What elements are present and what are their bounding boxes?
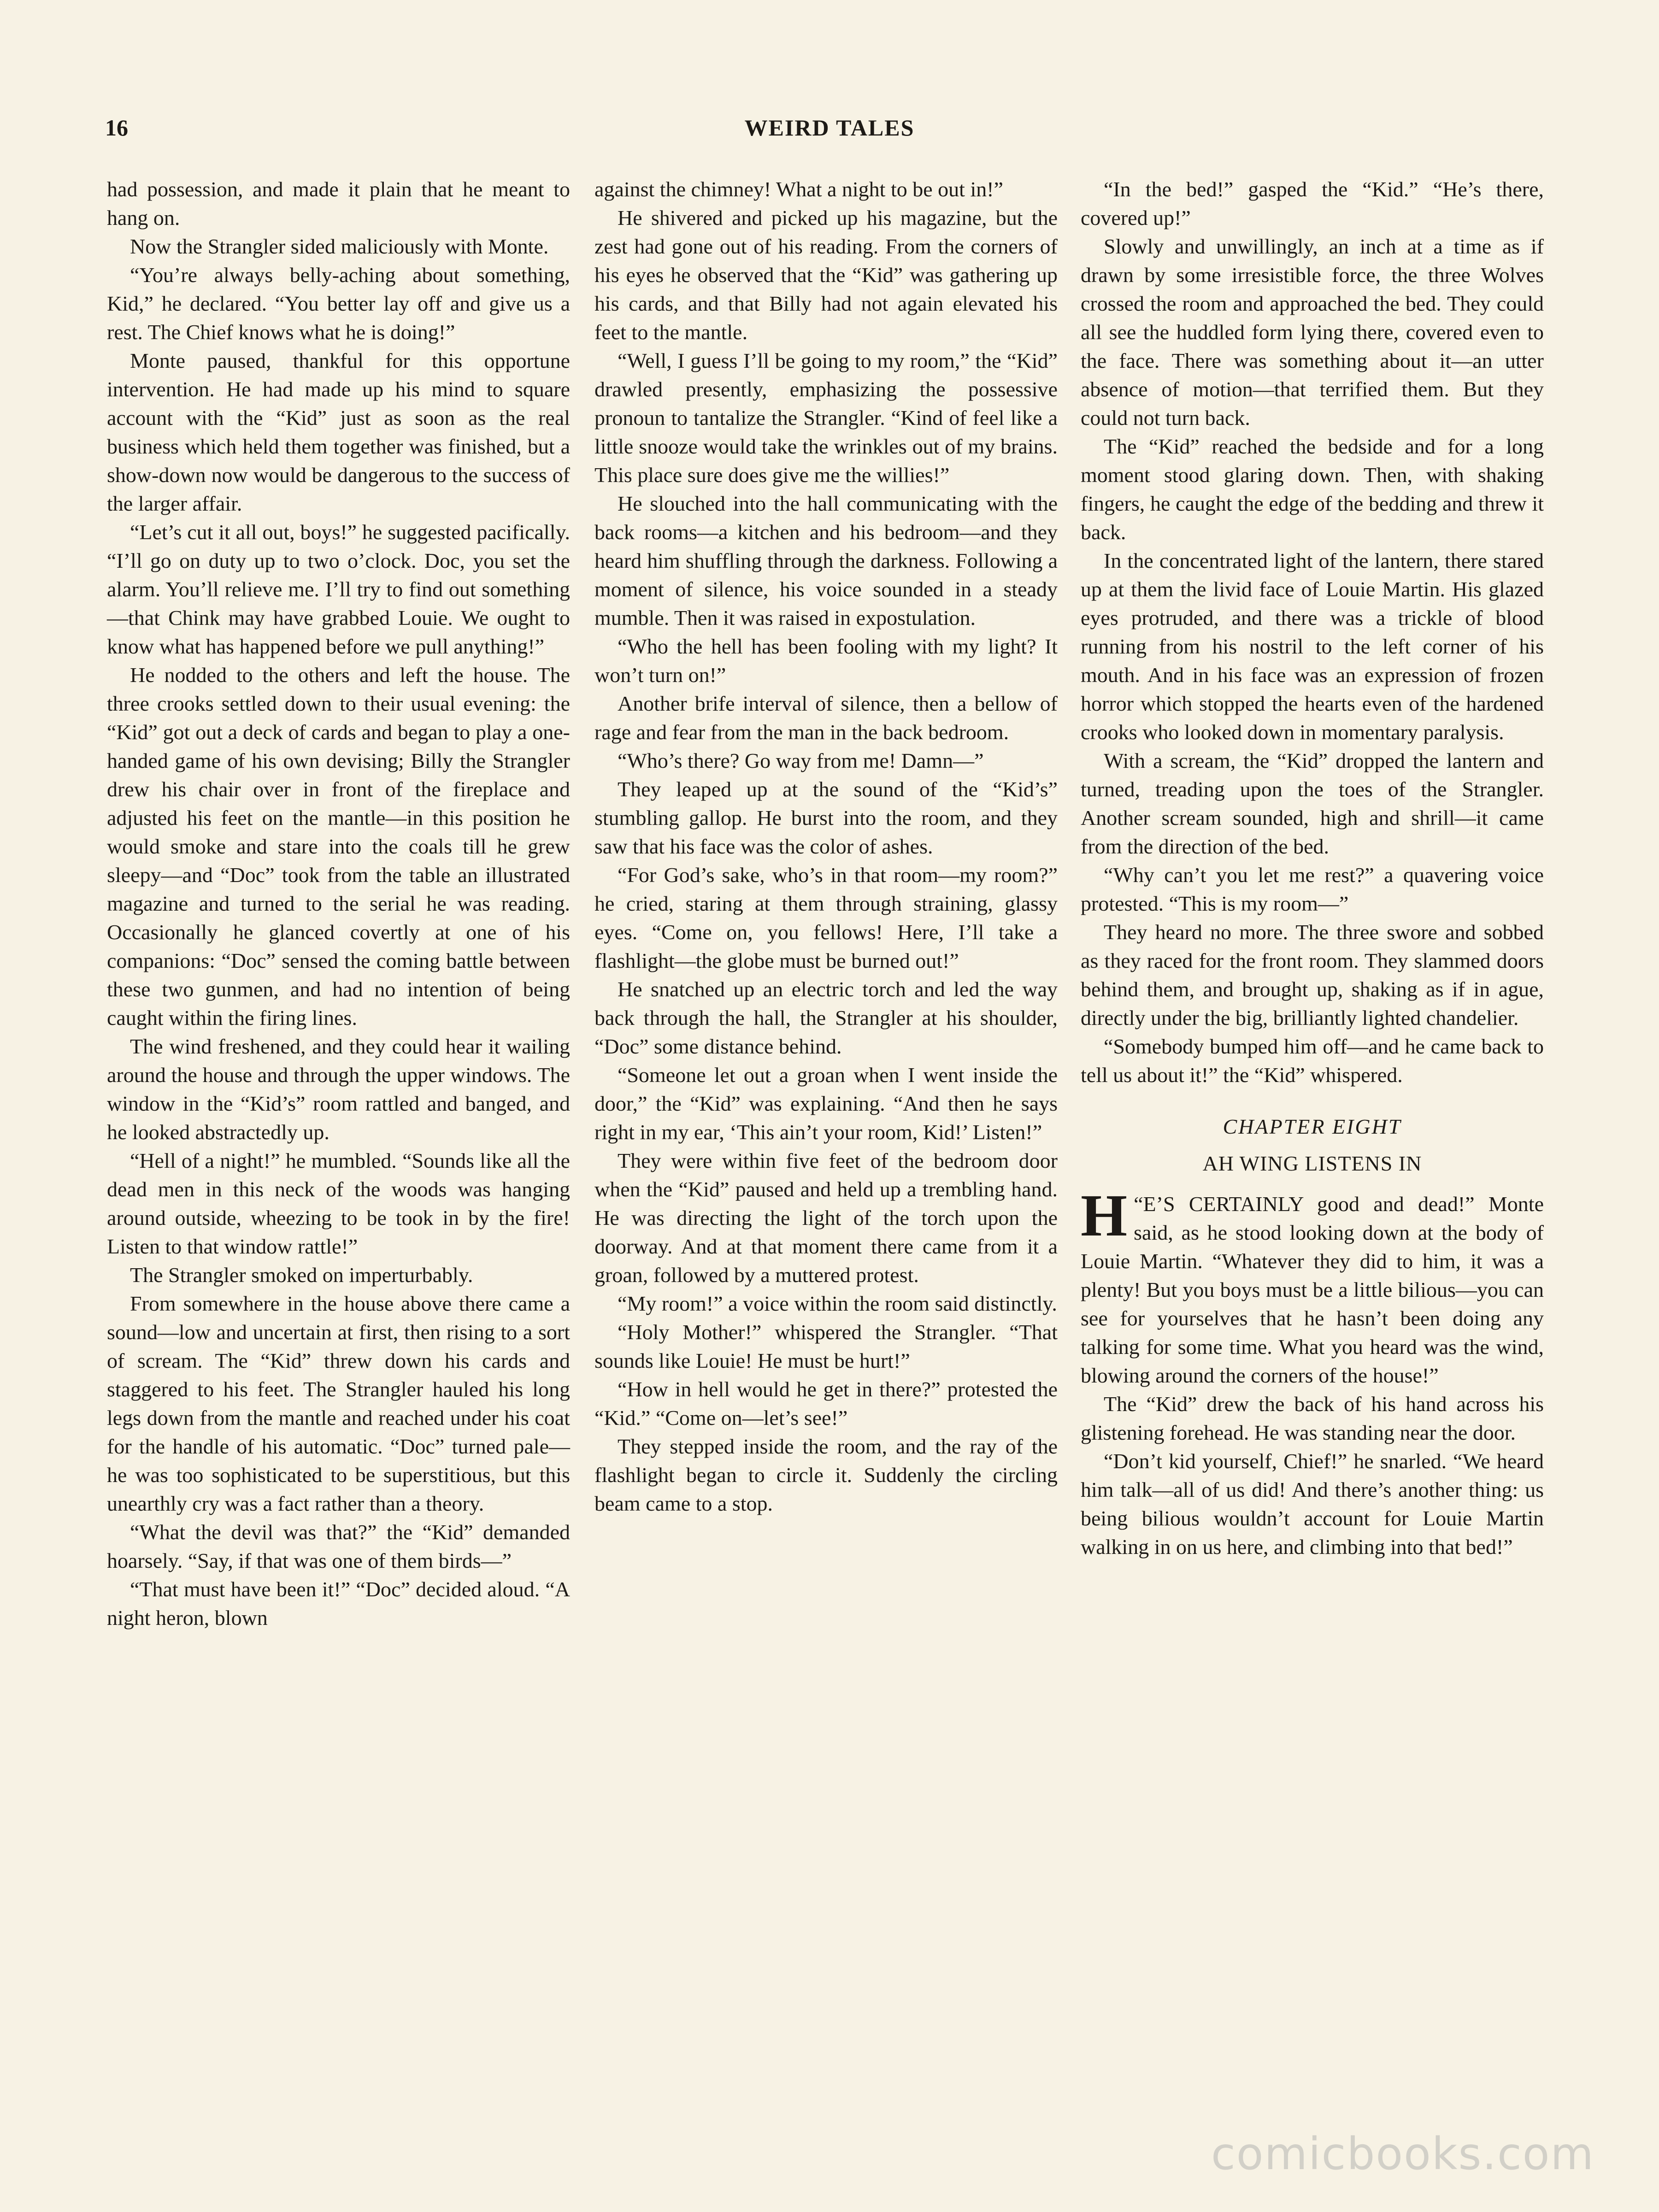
paragraph: With a scream, the “Kid” dropped the lantern and turned, treading upon the toes of the Strangler. Another scream sounded, high and shrill—it came from the direction of the bed. xyxy=(1081,749,1544,858)
paragraph: “Who the hell has been fooling with my light? It won’t turn on!” xyxy=(594,635,1058,687)
paragraph: They leaped up at the sound of the “Kid’s” stumbling gallop. He burst into the room, and they saw that his face was the color of ashes. xyxy=(594,777,1058,858)
paragraph: The “Kid” reached the bedside and for a long moment stood glaring down. Then, with shaking fingers, he caught the edge of the bedding and threw it back. xyxy=(1081,435,1544,544)
paragraph: against the chimney! What a night to be out in!” xyxy=(594,177,1003,201)
chapter-opening-paragraph xyxy=(1081,1182,1544,1390)
paragraph: “For God’s sake, who’s in that room—my room?” he cried, staring at them through straining, glassy eyes. “Come on, you fellows! Here, I’ll take a flashlight—the globe must be burned out!” xyxy=(594,863,1058,972)
paragraph: He shivered and picked up his magazine, but the zest had gone out of his reading. From the corners of his eyes he observed that the “Kid” was gathering up his cards, and that Billy had not again elevated his feet to the mantle. xyxy=(594,206,1058,344)
paragraph: “Somebody bumped him off—and he came back to tell us about it!” the “Kid” whispered. xyxy=(1081,1035,1544,1087)
chapter-title: AH WING LISTENS IN xyxy=(1202,1152,1422,1175)
paragraph: “My room!” a voice within the room said distinctly. xyxy=(618,1292,1057,1315)
paragraph: “That must have been it!” “Doc” decided aloud. “A night heron, blown xyxy=(107,1577,570,1630)
paragraph: Monte paused, thankful for this opportune intervention. He had made up his mind to square account with the “Kid” just as soon as the real business which held them together was finished, but a show-down now would be dangerous to the success of the larger affair. xyxy=(107,349,570,515)
paragraph: “Well, I guess I’ll be going to my room,” the “Kid” drawled presently, emphasizing the possessive pronoun to tantalize the Strangler. “Kind of feel like a little snooze would take the wrinkles out of my brains. This place sure does give me the willies!” xyxy=(594,349,1058,487)
paragraph: “Hell of a night!” he mumbled. “Sounds like all the dead men in this neck of the woods was hanging around outside, wheezing to be took in by the fire! Listen to that window rattle!” xyxy=(107,1149,570,1258)
running-title: WEIRD TALES xyxy=(744,115,915,141)
paragraph: “What the devil was that?” the “Kid” demanded hoarsely. “Say, if that was one of them birds—” xyxy=(107,1520,570,1572)
paragraph: They were within five feet of the bedroom door when the “Kid” paused and held up a trembling hand. He was directing the light of the torch upon the doorway. And at that moment there came from it a groan, followed by a muttered protest. xyxy=(594,1149,1058,1287)
paragraph: “Why can’t you let me rest?” a quavering voice protested. “This is my room—” xyxy=(1081,863,1544,915)
text-column-3 xyxy=(1081,175,1544,1561)
paragraph: From somewhere in the house above there came a sound—low and uncertain at first, then rising to a sort of scream. The “Kid” threw down his cards and staggered to his feet. The Strangler hauled his long legs down from the mantle and reached under his coat for the handle of his automatic. “Doc” turned pale—he was too sophisticated to be superstitious, but this unearthly cry was a fact rather than a theory. xyxy=(107,1292,570,1515)
paragraph: The “Kid” drew the back of his hand across his glistening forehead. He was standing near the door. xyxy=(1081,1392,1544,1444)
chapter-heading: CHAPTER EIGHT xyxy=(1223,1115,1402,1138)
paragraph: The wind freshened, and they could hear it wailing around the house and through the upper windows. The window in the “Kid’s” room rattled and banged, and he looked abstractedly up. xyxy=(107,1035,570,1144)
opening-quote: “ xyxy=(1134,1192,1143,1216)
paragraph: Now the Strangler sided maliciously with Monte. xyxy=(130,235,549,258)
paragraph: He slouched into the hall communicating with the back rooms—a kitchen and his bedroom—and they heard him shuffling through the darkness. Following a moment of silence, his voice sounded in a steady mumble. Then it was raised in expostulation. xyxy=(594,492,1058,629)
paragraph: “How in hell would he get in there?” protested the “Kid.” “Come on—let’s see!” xyxy=(594,1377,1058,1430)
page-number: 16 xyxy=(105,115,128,141)
paragraph: He snatched up an electric torch and led the way back through the hall, the Strangler at his shoulder, “Doc” some distance behind. xyxy=(594,977,1058,1058)
paragraph: “Holy Mother!” whispered the Strangler. “That sounds like Louie! He must be hurt!” xyxy=(594,1320,1058,1372)
paragraph: The Strangler smoked on imperturbably. xyxy=(130,1263,473,1287)
paragraph: “Someone let out a groan when I went inside the door,” the “Kid” was explaining. “And then he says right in my ear, ‘This ain’t your room, Kid!’ Listen!” xyxy=(594,1063,1058,1144)
text-column-2 xyxy=(594,175,1058,1518)
paragraph: “Who’s there? Go way from me! Damn—” xyxy=(618,749,984,772)
paragraph: “Don’t kid yourself, Chief!” he snarled. “We heard him talk—all of us did! And there’s another thing: us being bilious wouldn’t account for Louie Martin walking in on us here, and climbing into that bed!” xyxy=(1081,1449,1544,1559)
paragraph: “You’re always belly-aching about something, Kid,” he declared. “You better lay off and give us a rest. The Chief knows what he is doing!” xyxy=(107,263,570,344)
paragraph: They heard no more. The three swore and sobbed as they raced for the front room. They slammed doors behind them, and brought up, shaking as if in ague, directly under the big, brilliantly lighted chandelier. xyxy=(1081,920,1544,1030)
paragraph: had possession, and made it plain that he meant to hang on. xyxy=(107,177,570,229)
paragraph: “In the bed!” gasped the “Kid.” “He’s there, covered up!” xyxy=(1081,177,1544,229)
drop-cap: H xyxy=(1081,1182,1128,1249)
paragraph: In the concentrated light of the lantern, there stared up at them the livid face of Louie Martin. His glazed eyes protruded, and there was a trickle of blood running from his nostril to the left corner of his mouth. And in his face was an expression of frozen horror which stopped the hearts even of the hardened crooks who looked down in momentary paralysis. xyxy=(1081,549,1544,744)
paragraph: He nodded to the others and left the house. The three crooks settled down to their usual evening: the “Kid” got out a deck of cards and began to play a one-handed game of his own devising; Billy the Strangler drew his chair over in front of the fireplace and adjusted his feet on the mantle—in this position he would smoke and stare into the coals till he grew sleepy—and “Doc” took from the table an illustrated magazine and turned to the serial he was reading. Occasionally he glanced covertly at one of his companions: “Doc” sensed the coming battle between these two gunmen, and had no intention of being caught within the firing lines. xyxy=(107,663,570,1030)
page-header xyxy=(105,114,1554,156)
text-column-1 xyxy=(107,175,570,1632)
chapter-opening-text: E’S CERTAINLY good and dead!” Monte said, as he stood looking down at the body of Louie Martin. “Whatever they did to him, it was a plenty! But you boys must be a little bilious—you can see for yourselves that he hasn’t been doing any talking for some time. What you heard was the wind, blowing around the corners of the house!” xyxy=(1081,1192,1544,1387)
paragraph: “Let’s cut it all out, boys!” he suggested pacifically. “I’ll go on duty up to two o’clock. Doc, you set the alarm. You’ll relieve me. I’ll try to find out something—that Chink may have grabbed Louie. We ought to know what has happened before we pull anything!” xyxy=(107,520,570,658)
paragraph: They stepped inside the room, and the ray of the flashlight began to circle it. Suddenly the circling beam came to a stop. xyxy=(594,1435,1058,1515)
paragraph: Slowly and unwillingly, an inch at a time as if drawn by some irresistible force, the three Wolves crossed the room and approached the bed. They could all see the huddled form lying there, covered even to the face. There was something about it—an utter absence of motion—that terrified them. But they could not turn back. xyxy=(1081,235,1544,429)
paragraph: Another brife interval of silence, then a bellow of rage and fear from the man in the back bedroom. xyxy=(594,692,1058,744)
watermark: comicbooks.com xyxy=(1211,2128,1594,2180)
